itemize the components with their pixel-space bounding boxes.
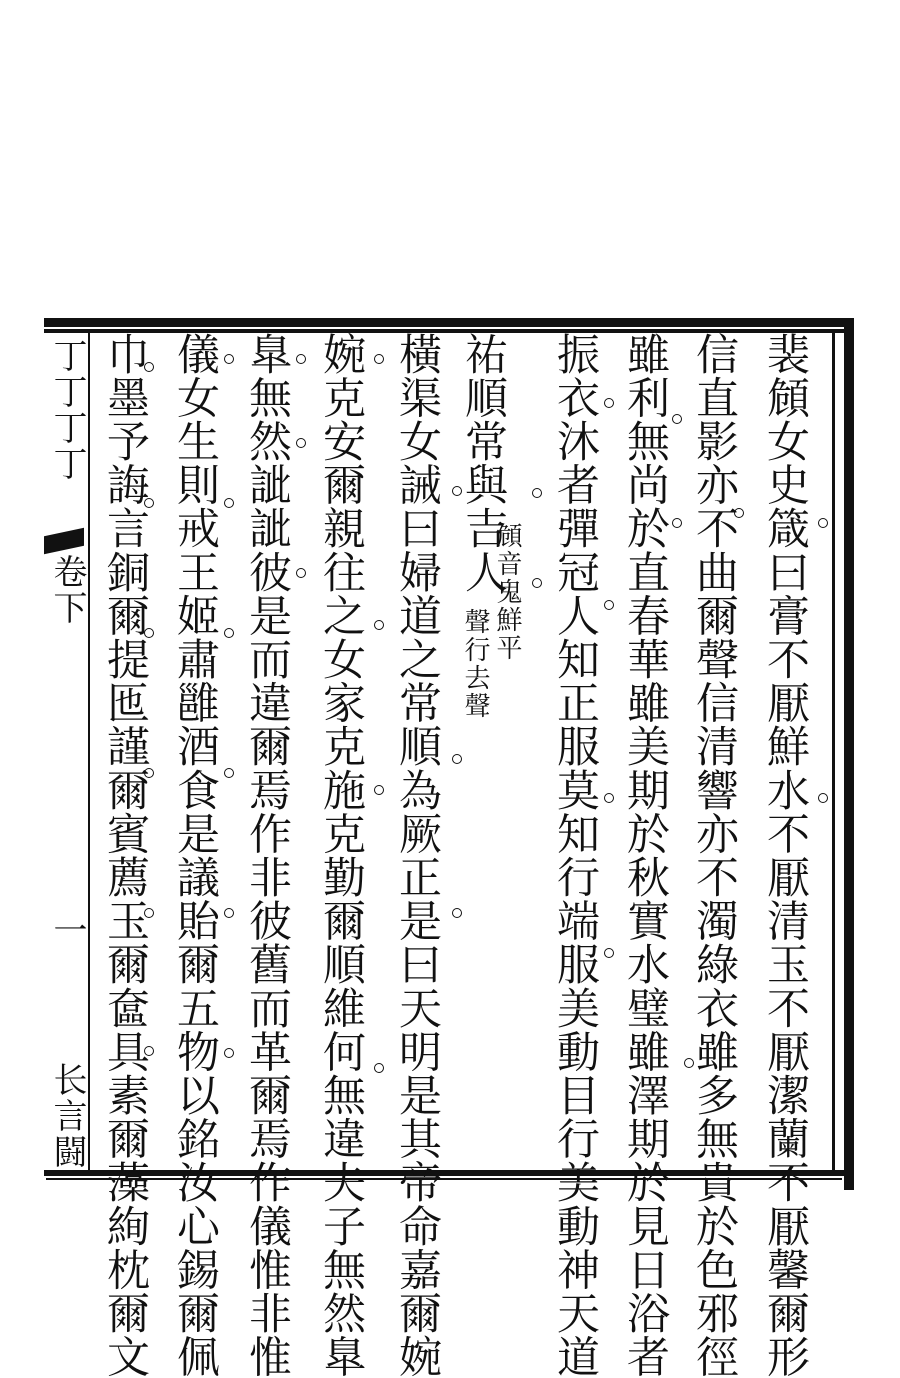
- text-column-6: 橫渠女誡曰婦道之常順為厥正是曰天明是其帝命嘉爾婉: [392, 332, 442, 1378]
- punctuation-mark: [144, 768, 154, 778]
- fishtail-mark: [44, 528, 84, 555]
- punctuation-mark: [224, 908, 234, 918]
- punctuation-mark: [734, 508, 744, 518]
- right-border-rule: [844, 318, 854, 1190]
- text-column-2: 信直影亦不曲爾聲信清響亦不濁綠衣雖多無貴於色邪徑: [689, 332, 739, 1378]
- page-frame: [44, 318, 856, 1378]
- right-inner-rule: [832, 332, 835, 1170]
- punctuation-mark: [296, 568, 306, 578]
- text-column-3: 雖利無尚於直春華雖美期於秋實水璧雖澤期於見日浴者: [620, 332, 670, 1378]
- page-center-strip: [44, 332, 90, 1170]
- punctuation-mark: [532, 488, 542, 498]
- punctuation-mark: [224, 1048, 234, 1058]
- punctuation-mark: [144, 908, 154, 918]
- punctuation-mark: [144, 362, 154, 372]
- text-column-1: 裴頠女史箴曰膏不厭鮮水不厭清玉不厭潔蘭不厭馨爾形: [760, 332, 810, 1378]
- edge-text-bottom: 长言闘: [47, 1062, 87, 1170]
- punctuation-mark: [818, 518, 828, 528]
- punctuation-mark: [374, 1063, 384, 1073]
- punctuation-mark: [604, 398, 614, 408]
- punctuation-mark: [144, 628, 154, 638]
- annotation-line-1: 頠音鬼鮮平: [492, 522, 522, 662]
- punctuation-mark: [532, 578, 542, 588]
- annotation-line-2: 聲行去聲: [460, 608, 490, 720]
- text-column-5: 祐順常與吉人: [458, 332, 508, 594]
- punctuation-mark: [224, 498, 234, 508]
- page-number: 一: [47, 912, 87, 948]
- punctuation-mark: [452, 486, 462, 496]
- punctuation-mark: [604, 793, 614, 803]
- text-column-7: 婉克安爾親往之女家克施克勤爾順維何無違夫子無然臯: [316, 332, 366, 1378]
- top-border-rule: [44, 318, 844, 329]
- text-column-10: 巾墨予誨言銅爾提匜謹爾賓薦玉爾奩具素爾藻絢枕爾文: [100, 332, 150, 1378]
- volume-label: 卷下: [47, 554, 87, 626]
- punctuation-mark: [224, 354, 234, 364]
- punctuation-mark: [672, 518, 682, 528]
- punctuation-mark: [144, 498, 154, 508]
- punctuation-mark: [684, 1058, 694, 1068]
- punctuation-mark: [818, 793, 828, 803]
- punctuation-mark: [604, 948, 614, 958]
- punctuation-mark: [144, 1046, 154, 1056]
- punctuation-mark: [296, 438, 306, 448]
- punctuation-mark: [224, 628, 234, 638]
- punctuation-mark: [296, 354, 306, 364]
- punctuation-mark: [452, 908, 462, 918]
- punctuation-mark: [374, 354, 384, 364]
- punctuation-mark: [374, 785, 384, 795]
- text-column-4: 振衣沐者彈冠人知正服莫知行端服美動目行美動神天道: [550, 332, 600, 1378]
- punctuation-mark: [604, 600, 614, 610]
- text-column-8: 臯無然訿訿彼是而違爾焉作非彼舊而革爾焉作儀惟非惟: [242, 332, 292, 1378]
- edge-text-top: 丁丁丁丁: [47, 338, 87, 482]
- punctuation-mark: [374, 620, 384, 630]
- punctuation-mark: [224, 768, 234, 778]
- punctuation-mark: [452, 754, 462, 764]
- text-column-9: 儀女生則戒王姬肅雝酒食是議貽爾五物以銘汝心錫爾佩: [170, 332, 220, 1378]
- punctuation-mark: [672, 414, 682, 424]
